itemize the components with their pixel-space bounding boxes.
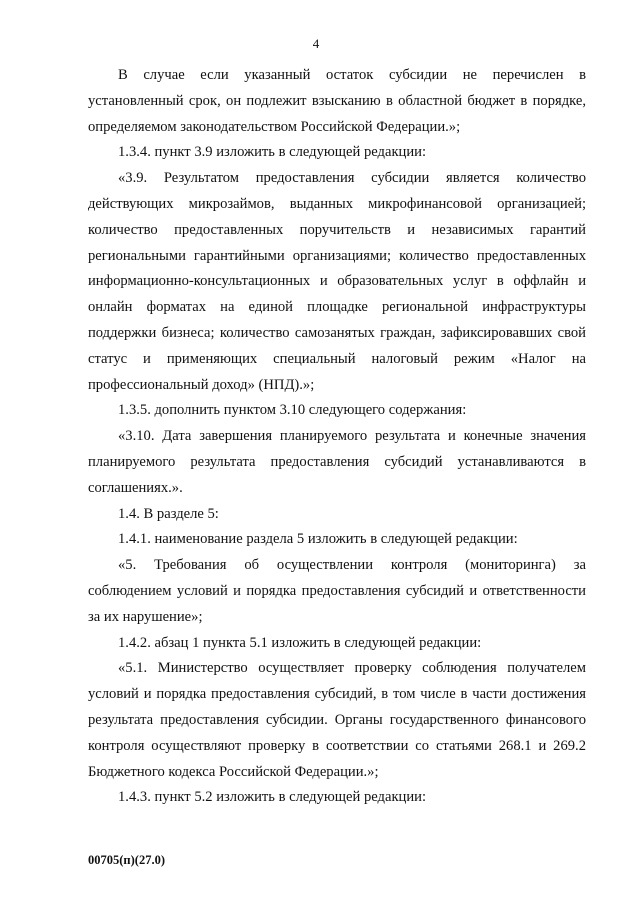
paragraph-3-10: «3.10. Дата завершения планируемого результата и конечные значения планируемого результата предоставления субсидий устанавливаются в соглашениях.». — [88, 428, 586, 496]
paragraph-3-9: «3.9. Результатом предоставления субсидии является количество действующих микрозаймов, выданных микрофинансовой организацией; количество предоставленных поручительств и независимых гарантий региональными гарантийными организациями; количество предоставленных информационно-консультационных и образовательных услуг в оффлайн и онлайн форматах на единой площадке региональной инфраструктуры поддержки бизнеса; количество самозанятых граждан, зафиксировавших свой статус и применяющих специальный налоговый режим «Налог на профессиональный доход» (НПД).»; — [88, 170, 586, 393]
document-body — [88, 63, 586, 811]
paragraph-1-4-2: 1.4.2. абзац 1 пункта 5.1 изложить в следующей редакции: — [118, 634, 482, 651]
footer-document-code: 00705(п)(27.0) — [88, 853, 165, 867]
paragraph-1-3-4: 1.3.4. пункт 3.9 изложить в следующей редакции: — [118, 144, 427, 161]
paragraph-1-4-1: 1.4.1. наименование раздела 5 изложить в следующей редакции: — [118, 531, 518, 548]
page-number: 4 — [312, 36, 320, 51]
paragraph-subsidy-remainder: В случае если указанный остаток субсидии не перечислен в установленный срок, он подлежит взысканию в областной бюджет в порядке, определяемом законодательством Российской Федерации.»; — [88, 67, 586, 135]
paragraph-section-5-title: «5. Требования об осуществлении контроля (мониторинга) за соблюдением условий и порядка предоставления субсидий и ответственности за их нарушение»; — [88, 557, 586, 625]
paragraph-5-1: «5.1. Министерство осуществляет проверку соблюдения получателем условий и порядка предоставления субсидий, в том числе в части достижения результата предоставления субсидии. Органы государственного финансового контроля осуществляют проверку в соответствии со статьями 268.1 и 269.2 Бюджетного кодекса Российской Федерации.»; — [88, 660, 586, 780]
paragraph-1-4: 1.4. В разделе 5: — [118, 505, 219, 522]
paragraph-1-4-3: 1.4.3. пункт 5.2 изложить в следующей редакции: — [118, 789, 427, 806]
paragraph-1-3-5: 1.3.5. дополнить пунктом 3.10 следующего содержания: — [118, 402, 467, 419]
